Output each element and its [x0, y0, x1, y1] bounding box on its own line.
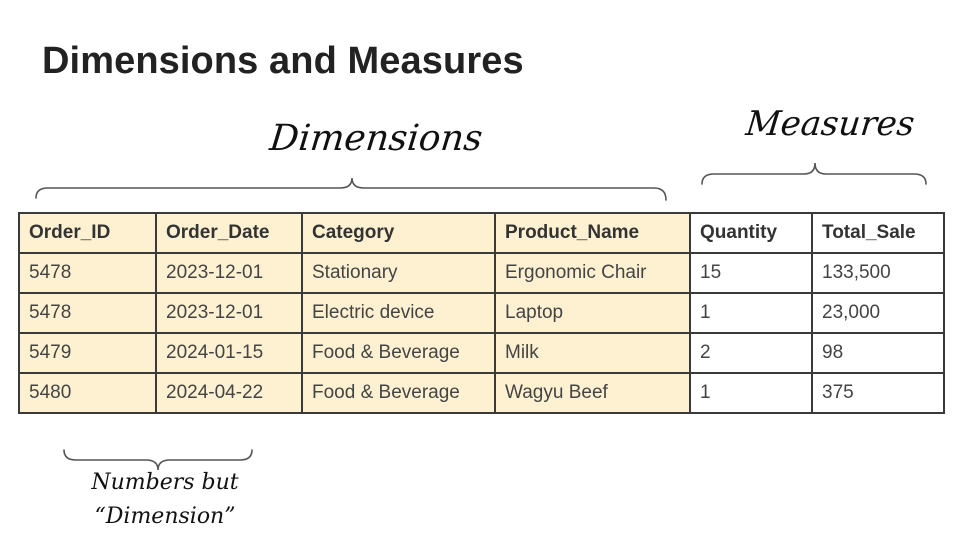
cell-category: Food & Beverage — [302, 333, 495, 373]
dimensions-brace — [36, 178, 666, 200]
cell-quantity: 2 — [690, 333, 812, 373]
cell-quantity: 1 — [690, 373, 812, 413]
cell-order-id: 5478 — [19, 253, 156, 293]
header-order-date: Order_Date — [156, 213, 302, 253]
note-line-numbers-but: Numbers but — [91, 470, 239, 495]
page-title: Dimensions and Measures — [42, 40, 524, 82]
cell-total-sale: 133,500 — [812, 253, 944, 293]
cell-order-id: 5478 — [19, 293, 156, 333]
cell-category: Food & Beverage — [302, 373, 495, 413]
table-header-row — [19, 213, 944, 253]
header-quantity: Quantity — [690, 213, 812, 253]
header-product-name: Product_Name — [495, 213, 690, 253]
cell-order-date: 2024-04-22 — [156, 373, 302, 413]
cell-total-sale: 23,000 — [812, 293, 944, 333]
cell-product-name: Milk — [495, 333, 690, 373]
cell-order-id: 5479 — [19, 333, 156, 373]
table-row — [19, 373, 944, 413]
cell-total-sale: 98 — [812, 333, 944, 373]
header-total-sale: Total_Sale — [812, 213, 944, 253]
table-row — [19, 333, 944, 373]
measures-label: Measures — [743, 104, 917, 144]
cell-total-sale: 375 — [812, 373, 944, 413]
header-order-id: Order_ID — [19, 213, 156, 253]
cell-product-name: Ergonomic Chair — [495, 253, 690, 293]
table-row — [19, 253, 944, 293]
cell-order-date: 2023-12-01 — [156, 293, 302, 333]
cell-category: Electric device — [302, 293, 495, 333]
order-id-note — [80, 466, 250, 534]
orders-table — [18, 212, 945, 414]
cell-order-id: 5480 — [19, 373, 156, 413]
note-line-dimension: “Dimension” — [94, 504, 236, 529]
cell-quantity: 1 — [690, 293, 812, 333]
cell-product-name: Wagyu Beef — [495, 373, 690, 413]
cell-product-name: Laptop — [495, 293, 690, 333]
cell-quantity: 15 — [690, 253, 812, 293]
cell-order-date: 2024-01-15 — [156, 333, 302, 373]
dimensions-label: Dimensions — [267, 118, 485, 159]
header-category: Category — [302, 213, 495, 253]
measures-brace — [702, 163, 926, 184]
table-row — [19, 293, 944, 333]
cell-category: Stationary — [302, 253, 495, 293]
cell-order-date: 2023-12-01 — [156, 253, 302, 293]
